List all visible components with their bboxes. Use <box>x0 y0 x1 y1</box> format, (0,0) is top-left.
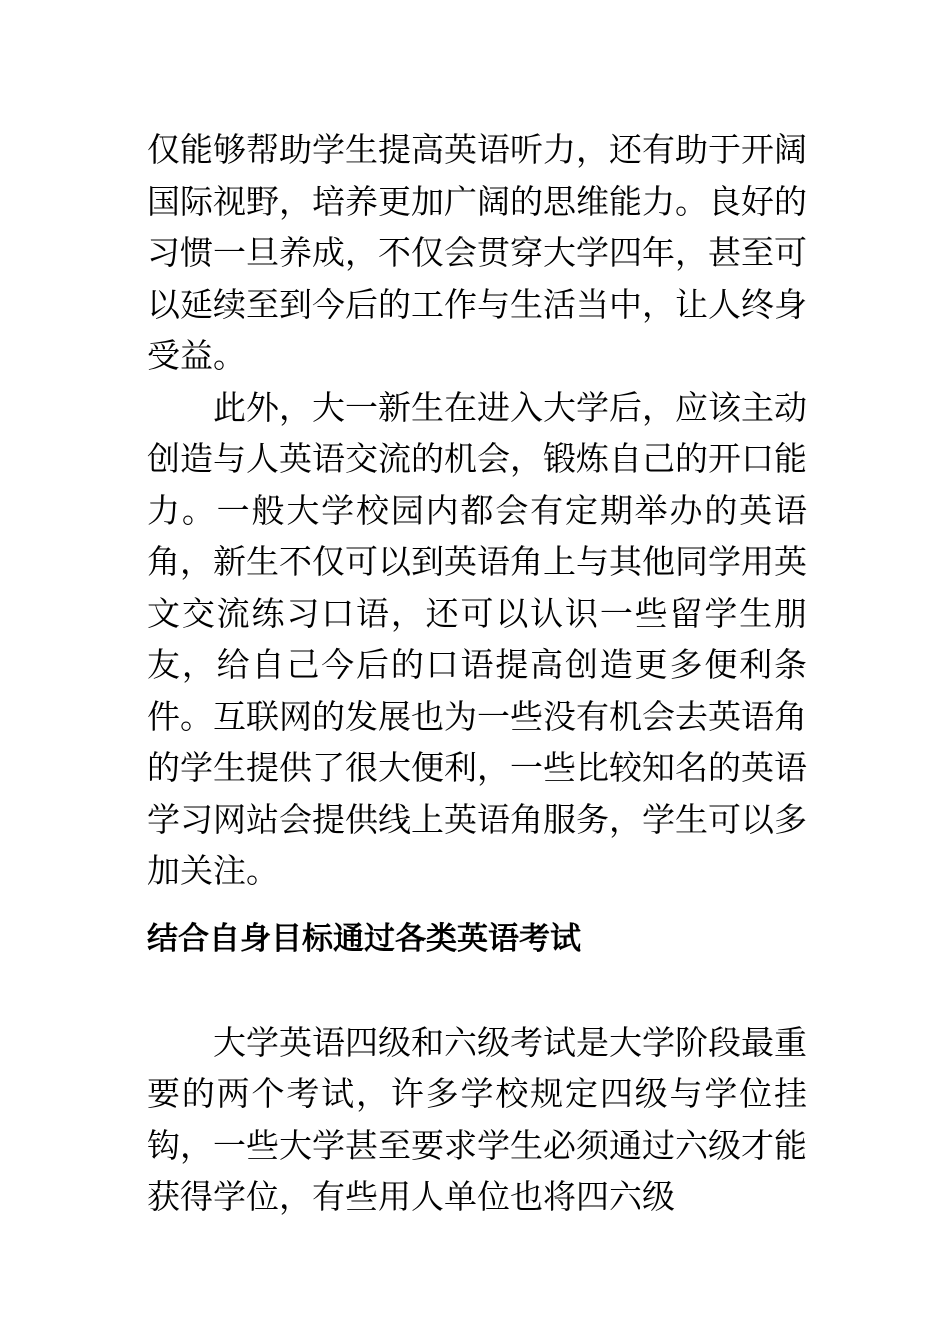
paragraph-cet-exams: 大学英语四级和六级考试是大学阶段最重要的两个考试，许多学校规定四级与学位挂钩，一些大学甚至要求学生必须通过六级才能获得学位，有些用人单位也将四六级 <box>147 1022 807 1216</box>
paragraph-continued: 仅能够帮助学生提高英语听力，还有助于开阔国际视野，培养更加广阔的思维能力。良好的习惯一旦养成，不仅会贯穿大学四年，甚至可以延续至到今后的工作与生活当中，让人终身受益。 <box>147 130 807 375</box>
section-heading: 结合自身目标通过各类英语考试 <box>147 920 581 957</box>
document-body <box>147 124 807 1223</box>
paragraph-english-corner: 此外，大一新生在进入大学后，应该主动创造与人英语交流的机会，锻炼自己的开口能力。一般大学校园内都会有定期举办的英语角，新生不仅可以到英语角上与其他同学用英文交流练习口语，还可以认识一些留学生朋友，给自己今后的口语提高创造更多便利条件。互联网的发展也为一些没有机会去英语角的学生提供了很大便利，一些比较知名的英语学习网站会提供线上英语角服务，学生可以多加关注。 <box>147 387 807 890</box>
